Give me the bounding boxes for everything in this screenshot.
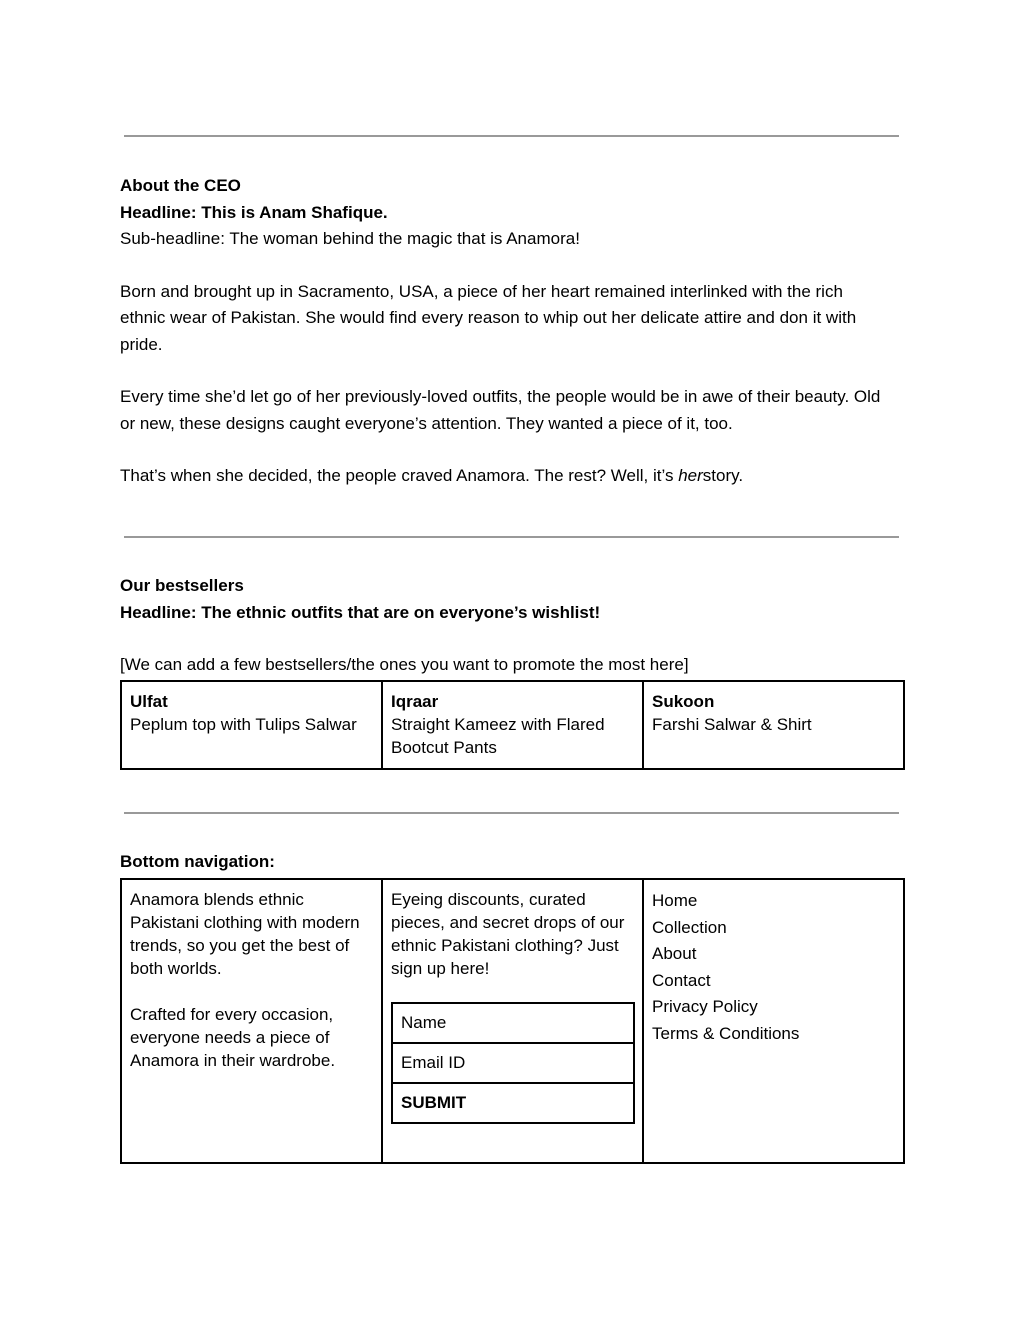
divider: [124, 812, 899, 814]
note: [We can add a few bestsellers/the ones you want to promote the most here]: [120, 655, 689, 674]
product-name: Iqraar: [391, 692, 439, 711]
text: That’s when she decided, the people craved Anamora. The rest? Well, it’s: [120, 466, 679, 485]
about-cell: [121, 879, 382, 1163]
product-desc: Straight Kameez with Flared Bootcut Pants: [391, 715, 605, 757]
nav-link-home[interactable]: Home: [652, 891, 698, 910]
product-desc: Farshi Salwar & Shirt: [652, 715, 812, 734]
name-input[interactable]: Name: [393, 1004, 633, 1044]
about-text: Crafted for every occasion, everyone needs a piece of Anamora in their wardrobe.: [130, 1005, 336, 1070]
headline: Headline: The ethnic outfits that are on everyone’s wishlist!: [120, 602, 601, 622]
ceo-section: [120, 173, 890, 490]
paragraph: [120, 463, 890, 490]
product-cell: [382, 681, 643, 769]
signup-form: [391, 1002, 635, 1124]
subheadline: Sub-headline: The woman behind the magic that is Anamora!: [120, 229, 580, 248]
divider: [124, 135, 899, 137]
product-name: Ulfat: [130, 692, 168, 711]
about-text: Anamora blends ethnic Pakistani clothing with modern trends, so you get the best of both worlds.: [130, 890, 360, 978]
text: story.: [702, 466, 744, 485]
nav-link-collection[interactable]: Collection: [652, 917, 727, 937]
bottom-nav-table: [120, 878, 905, 1164]
product-desc: Peplum top with Tulips Salwar: [130, 715, 357, 734]
bestsellers-table: [120, 680, 905, 770]
signup-cell: [382, 879, 643, 1163]
submit-button[interactable]: SUBMIT: [401, 1093, 467, 1112]
text-emphasis: her: [678, 466, 703, 485]
nav-link-contact[interactable]: Contact: [652, 970, 711, 990]
paragraph: Born and brought up in Sacramento, USA, a piece of her heart remained interlinked with the rich ethnic wear of Pakistan. She would find every reason to whip out her delicate attire and don it with pride.: [120, 281, 857, 354]
bestsellers-section: [120, 573, 689, 679]
signup-text: Eyeing discounts, curated pieces, and secret drops of our ethnic Pakistani clothing? Just sign up here!: [391, 890, 625, 978]
headline: Headline: This is Anam Shafique.: [120, 202, 388, 222]
paragraph: Every time she’d let go of her previously-loved outfits, the people would be in awe of their beauty. Old or new, these designs caught everyone’s attention. They wanted a piece of it, too.: [120, 387, 881, 433]
product-cell: [643, 681, 904, 769]
section-title: About the CEO: [120, 176, 241, 195]
product-name: Sukoon: [652, 692, 715, 711]
nav-link-terms[interactable]: Terms & Conditions: [652, 1023, 800, 1043]
email-input[interactable]: Email ID: [393, 1044, 633, 1084]
links-cell: [643, 879, 904, 1163]
nav-link-about[interactable]: About: [652, 944, 697, 963]
product-cell: [121, 681, 382, 769]
divider: [124, 536, 899, 538]
section-title: Our bestsellers: [120, 576, 244, 595]
section-title: Bottom navigation:: [120, 852, 275, 871]
nav-link-privacy[interactable]: Privacy Policy: [652, 997, 758, 1016]
